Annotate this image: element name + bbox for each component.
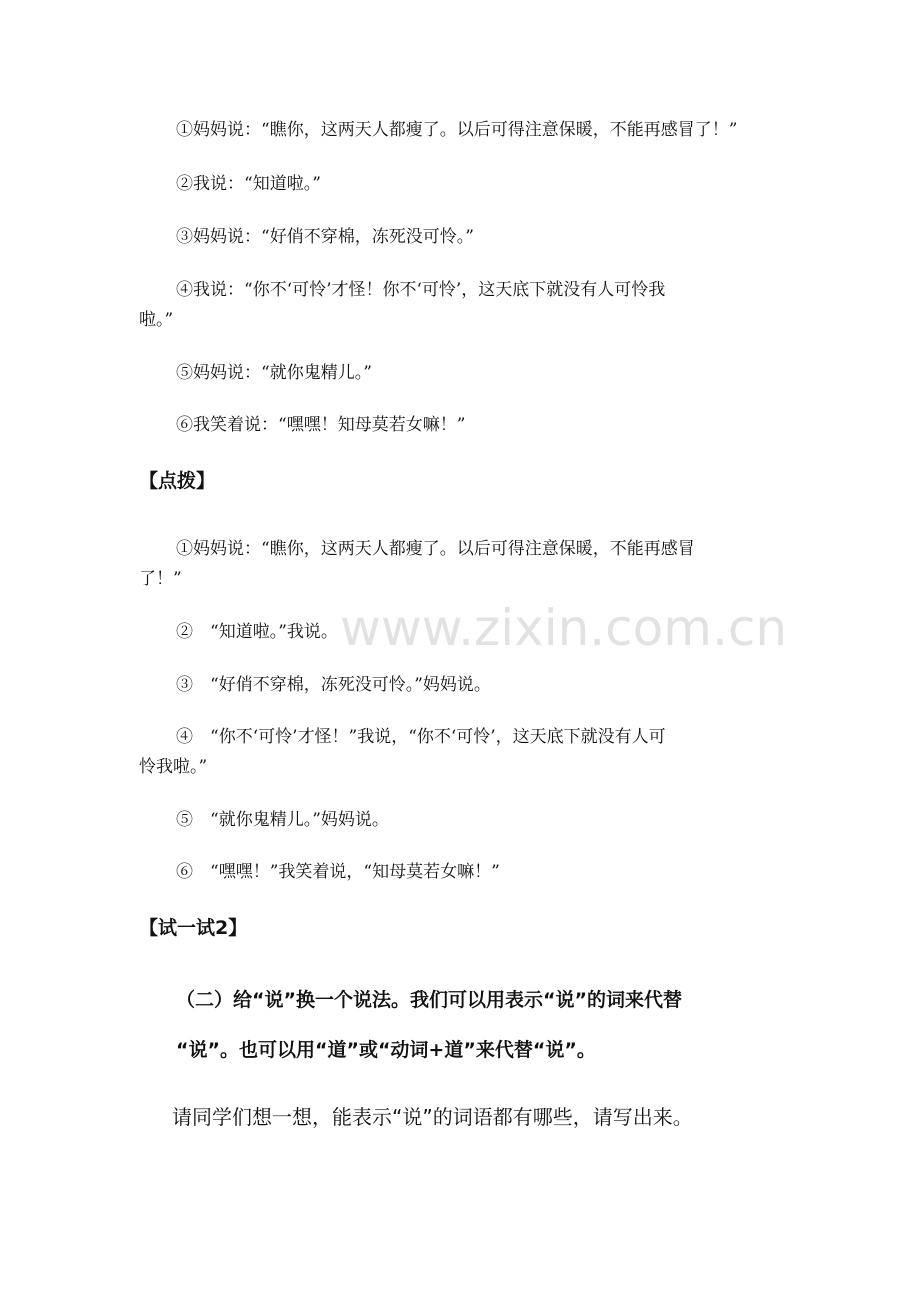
revised-line-5: ⑤ “就你鬼精儿。”妈妈说。 (176, 810, 389, 830)
dialogue-line-6: ⑥我笑着说：“嘿嘿！知母莫若女嘛！” (176, 415, 466, 435)
revised-line-1: ①妈妈说：“瞧你，这两天人都瘦了。以后可得注意保暖，不能再感冒 (176, 539, 695, 559)
dialogue-line-5: ⑤妈妈说：“就你鬼精儿。” (176, 363, 372, 383)
task-line-1: （二）给“说”换一个说法。我们可以用表示“说”的词来代替 (176, 989, 682, 1011)
revised-line-6: ⑥ “嘿嘿！”我笑着说，“知母莫若女嘛！” (176, 862, 500, 882)
section-heading-try: 【试一试2】 (139, 917, 248, 939)
revised-line-1-cont: 了！” (139, 569, 182, 589)
watermark-text: www.zixin.com.cn (340, 599, 788, 657)
dialogue-line-1: ①妈妈说：“瞧你，这两天人都瘦了。以后可得注意保暖，不能再感冒了！” (176, 120, 738, 140)
dialogue-line-4: ④我说：“你不‘可怜’才怪！你不‘可怜’，这天底下就没有人可怜我 (176, 280, 666, 300)
revised-line-3: ③ “好俏不穿棉，冻死没可怜。”妈妈说。 (176, 675, 491, 695)
question-text: 请同学们想一想，能表示“说”的词语都有哪些，请写出来。 (172, 1105, 693, 1129)
revised-line-2: ② “知道啦。”我说。 (176, 622, 338, 642)
task-line-2: “说”。也可以用“道”或“动词+道”来代替“说”。 (176, 1039, 596, 1061)
section-heading-dianbo: 【点拨】 (139, 470, 216, 492)
dialogue-line-2: ②我说：“知道啦。” (176, 174, 321, 194)
dialogue-line-3: ③妈妈说：“好俏不穿棉，冻死没可怜。” (176, 227, 474, 247)
revised-line-4-cont: 怜我啦。” (139, 757, 208, 777)
dialogue-line-4-cont: 啦。” (139, 310, 174, 330)
revised-line-4: ④ “你不‘可怜’才怪！”我说，“你不‘可怜’，这天底下就没有人可 (176, 727, 666, 747)
